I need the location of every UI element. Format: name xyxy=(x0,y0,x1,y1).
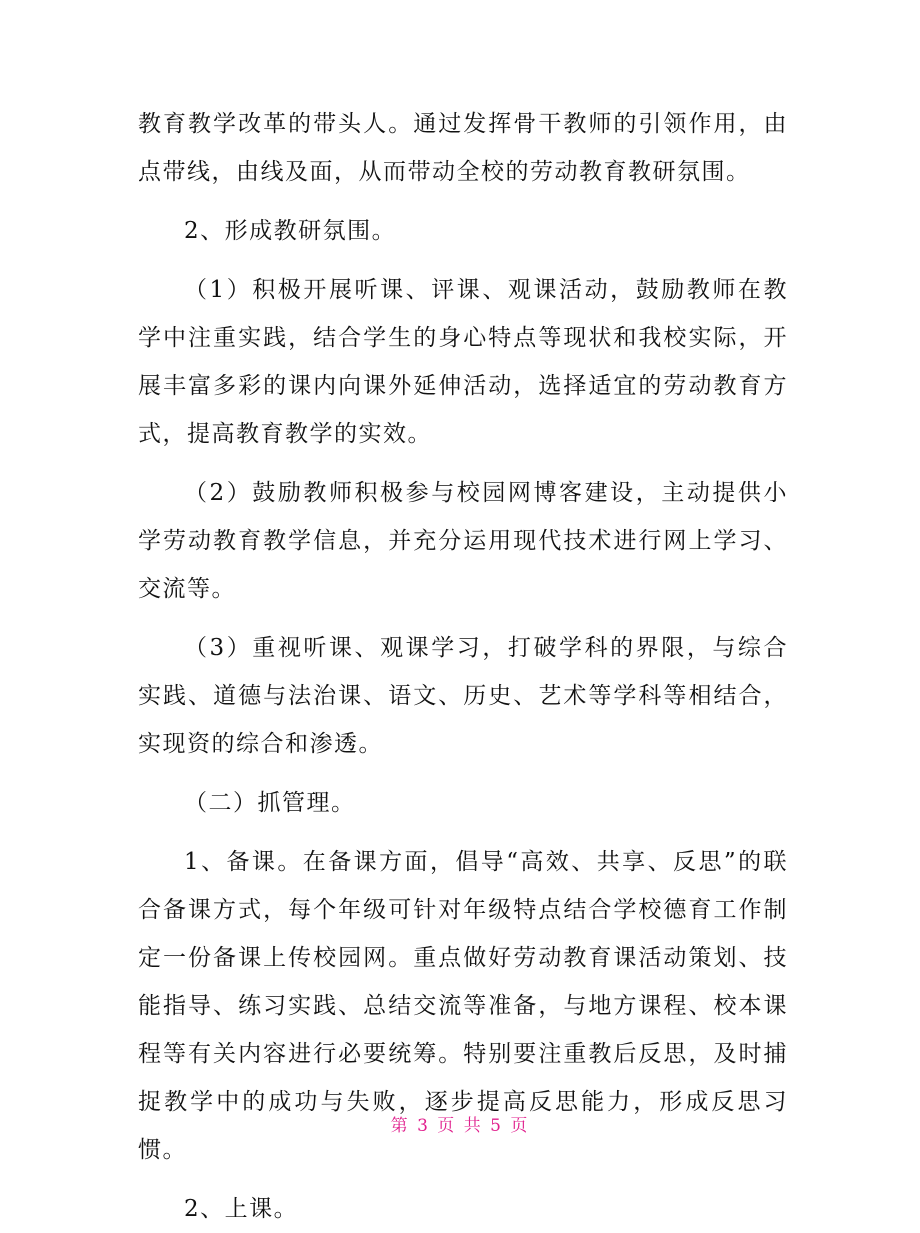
page-number-footer: 第 3 页 共 5 页 xyxy=(390,1116,530,1136)
paragraph-item-3: （3）重视听课、观课学习，打破学科的界限，与综合实践、道德与法治课、语文、历史、艺术等学科等相结合，实现资的综合和渗透。 xyxy=(138,635,788,757)
paragraph-lesson-prep: 1、备课。在备课方面，倡导“高效、共享、反思”的联合备课方式，每个年级可针对年级特点结合学校德育工作制定一份备课上传校园网。重点做好劳动教育课活动策划、技能指导、练习实践、总结交流等准备，与地方课程、校本课程等有关内容进行必要统筹。特别要注重教后反思，及时捕捉教学中的成功与失败，逐步提高反思能力，形成反思习惯。 xyxy=(138,849,788,1163)
heading-class: 2、上课。 xyxy=(184,1196,299,1222)
paragraph-item-1: （1）积极开展听课、评课、观课活动，鼓励教师在教学中注重实践，结合学生的身心特点等现状和我校实际，开展丰富多彩的课内向课外延伸活动，选择适宜的劳动教育方式，提高教育教学的实效。 xyxy=(138,277,788,447)
paragraph-item-2: （2）鼓励教师积极参与校园网博客建设，主动提供小学劳动教育教学信息，并充分运用现代技术进行网上学习、交流等。 xyxy=(138,480,788,602)
heading-management: （二）抓管理。 xyxy=(184,790,356,816)
heading-research-atmosphere: 2、形成教研氛围。 xyxy=(184,218,397,244)
paragraph-continuation: 教育教学改革的带头人。通过发挥骨干教师的引领作用，由点带线，由线及面，从而带动全校的劳动教育教研氛围。 xyxy=(138,111,788,185)
document-body xyxy=(138,100,788,1233)
